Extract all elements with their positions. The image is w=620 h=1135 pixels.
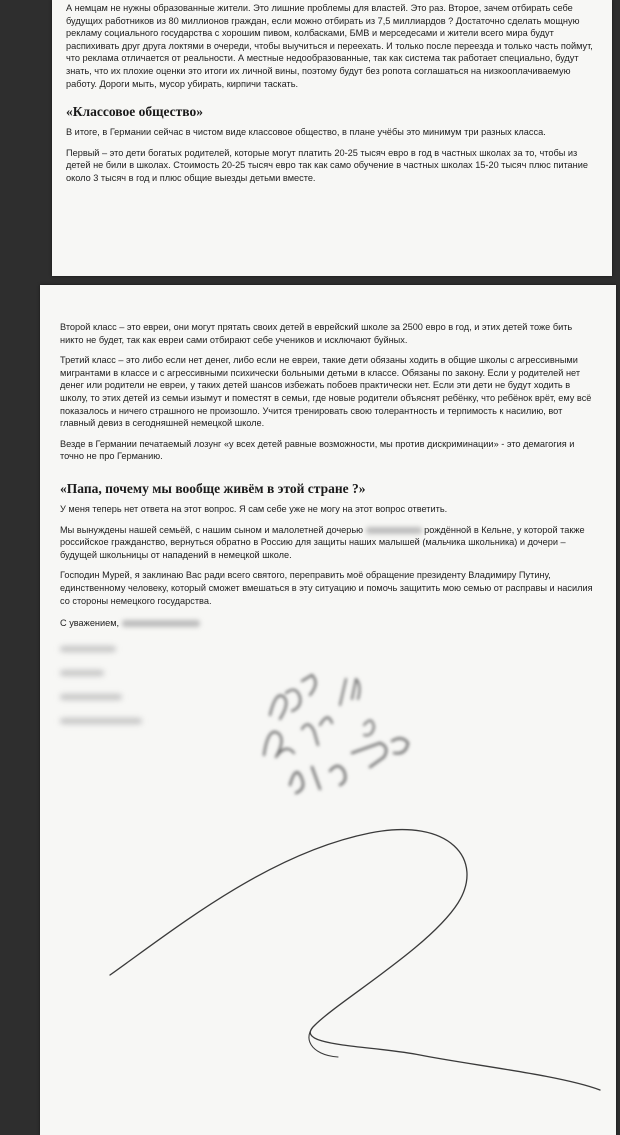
redacted-line: [60, 718, 142, 724]
paragraph-text-start: Мы вынуждены нашей семьёй, с нашим сыном и малолетней дочерью: [60, 524, 364, 535]
section-heading-papa: «Папа, почему мы вообще живём в этой стране ?»: [60, 480, 366, 496]
document-page-2: [40, 285, 616, 1135]
paragraph-text-end: рождённой в Кельне, у которой также российское гражданство, вернуться обратно в Россию для защиты наших малышей (мальчика школьника) и дочери – будущей школьницы от нападений в немецкой школе.: [60, 524, 585, 560]
redacted-line: [60, 694, 122, 700]
document-page-1: [52, 0, 612, 276]
redacted-signer-name: [122, 620, 200, 627]
closing-text: С уважением,: [60, 618, 120, 629]
redacted-name: [366, 527, 422, 534]
paragraph: Господин Мурей, я заклинаю Вас ради всего святого, переправить моё обращение президенту Владимиру Путину, единственному человеку, который сможет вмешаться в эту ситуацию и помочь защитить мою семью от расправы и насилия со стороны немецкого государства.: [60, 570, 593, 606]
paragraph: Третий класс – это либо если нет денег, либо если не евреи, такие дети обязаны ходить в общие школы с агрессивными мигрантами в классе и с агрессивными психически больными детьми в классе. Обязаны по закону. Если у родителей нет денег или родители не евреи, у таких детей шансов избежать побоев практически нет. Если эти дети не будут ходить в школу, то этих детей из семьи изымут и поместят в семьи, где новые родители объяснят ребёнку, что ребёнок врёт, ему всё показалось и ничего страшного не произошло. Учится тренировать свою толерантность и терпимость к насилию, вот главный девиз в сегодняшней немецкой школе.: [60, 355, 592, 429]
paragraph: Везде в Германии печатаемый лозунг «у всех детей равные возможности, мы против дискриминации» - это демагогия и точно не про Германию.: [60, 438, 575, 462]
redacted-line: [60, 646, 116, 652]
section-heading-class-society: «Классовое общество»: [66, 104, 203, 120]
paragraph: [60, 524, 598, 562]
intro-paragraph: А немцам не нужны образованные жители. Это лишние проблемы для властей. Это раз. Второе, зачем отбирать себе будущих работников из 80 миллионов граждан, если можно отбирать из 7,5 миллиардов ? Достаточно сделать мощную рекламу социального государства с хорошим пивом, колбасками, БМВ и мерседесами и жители всего мира будут распихивать друг друга локтями в очереди, чтобы выучиться и переехать. И только после переезда и только часть поймут, что реклама отличается от реальности. А местные недообразованные, так как система так работает специально, будут знать, что их плохие оценки это итоги их личной вины, поэтому будут без ропота соглашаться на низкооплачиваемую работу. Дороги мыть, мусор убирать, кирпичи таскать.: [66, 3, 593, 89]
closing-line: [60, 617, 598, 630]
redacted-address-block: [60, 646, 598, 724]
paragraph: Второй класс – это евреи, они могут прятать своих детей в еврейский школе за 2500 евро в год, и этих детей тоже бить никто не будет, так как евреи сами отбирают себе учеников и исключают буйных.: [60, 322, 573, 345]
paragraph: В итоге, в Германии сейчас в чистом виде классовое общество, в плане учёбы это минимум три разных класса.: [66, 127, 546, 138]
redacted-line: [60, 670, 104, 676]
paragraph: Первый – это дети богатых родителей, которые могут платить 20-25 тысяч евро в год в частных школах за то, чтобы из детей не били в школах. Стоимость 20-25 тысяч евро так как само обучение в частных школах 15-20 тысяч плюс питание около 3 тысяч в год и плюс общие выезды детьми вместе.: [66, 147, 588, 183]
paragraph: У меня теперь нет ответа на этот вопрос. Я сам себе уже не могу на этот вопрос ответить.: [60, 503, 448, 514]
